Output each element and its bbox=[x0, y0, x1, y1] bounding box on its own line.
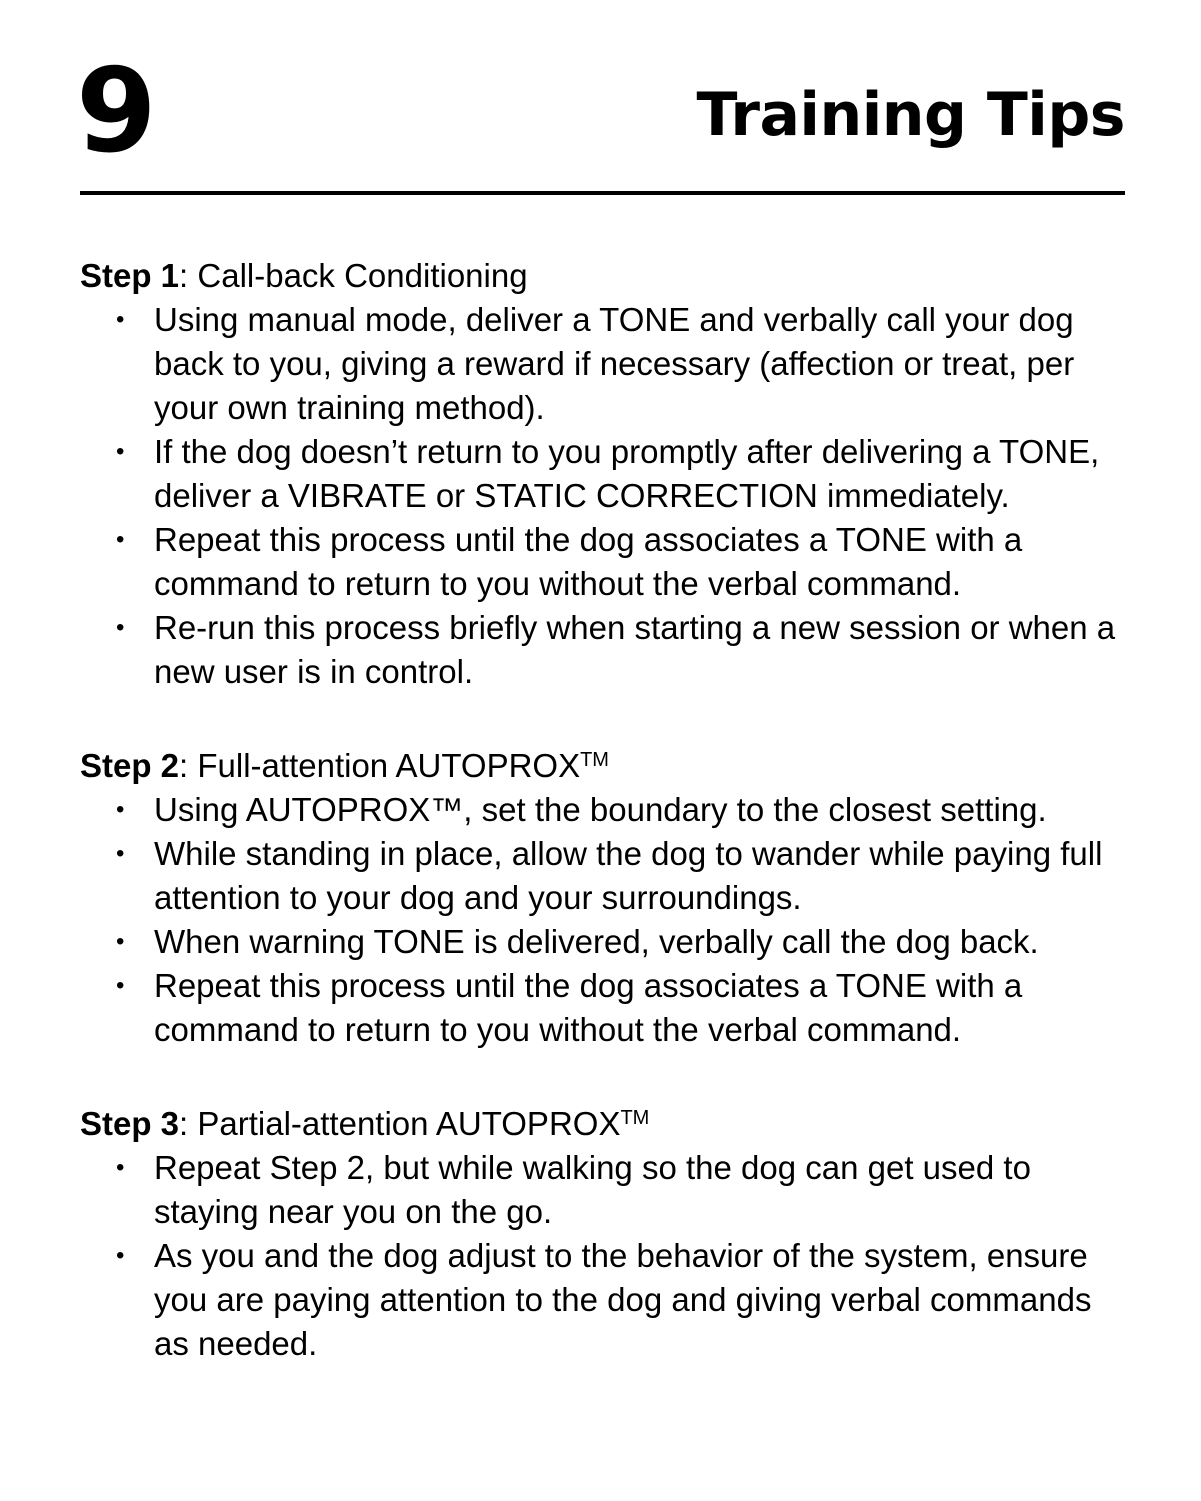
list-item-text: Repeat this process until the dog associates a TONE with a command to return to you without the verbal command. bbox=[154, 967, 1023, 1048]
list-item bbox=[80, 788, 1125, 832]
page-number: 9 bbox=[76, 44, 155, 179]
bullet-icon: • bbox=[116, 1242, 125, 1269]
list-item bbox=[80, 518, 1125, 606]
list-item bbox=[80, 430, 1125, 518]
list-item-text: When warning TONE is delivered, verbally call the dog back. bbox=[154, 923, 1039, 960]
list-item bbox=[80, 1234, 1125, 1366]
list-item-text: Re-run this process briefly when starting a new session or when a new user is in control. bbox=[154, 609, 1116, 690]
list-item-text: As you and the dog adjust to the behavior of the system, ensure you are paying attention to the dog and giving verbal commands as needed. bbox=[154, 1237, 1092, 1362]
step-label: Step 3 bbox=[80, 1105, 180, 1142]
bullet-icon: • bbox=[116, 928, 125, 955]
step-section bbox=[80, 1096, 1125, 1366]
manual-page bbox=[76, 0, 1125, 1501]
list-item-text: If the dog doesn’t return to you promptly after delivering a TONE, deliver a VIBRATE or STATIC CORRECTION immediately. bbox=[154, 433, 1100, 514]
bullet-icon: • bbox=[116, 526, 125, 553]
list-item bbox=[80, 606, 1125, 694]
page-header bbox=[76, 44, 1125, 182]
bullet-icon: • bbox=[116, 840, 125, 867]
bullet-icon: • bbox=[116, 972, 125, 999]
list-item bbox=[80, 1146, 1125, 1234]
bullet-icon: • bbox=[116, 306, 125, 333]
list-item-text: Using AUTOPROX™, set the boundary to the closest setting. bbox=[154, 791, 1047, 828]
step-heading bbox=[80, 1096, 1125, 1146]
list-item bbox=[80, 832, 1125, 920]
list-item bbox=[80, 920, 1125, 964]
list-item-text: Repeat this process until the dog associates a TONE with a command to return to you without the verbal command. bbox=[154, 521, 1023, 602]
bullet-icon: • bbox=[116, 438, 125, 465]
list-item-text: Repeat Step 2, but while walking so the dog can get used to staying near you on the go. bbox=[154, 1149, 1031, 1230]
list-item-text: While standing in place, allow the dog to wander while paying full attention to your dog and your surroundings. bbox=[154, 835, 1103, 916]
bullet-icon: • bbox=[116, 1154, 125, 1181]
step-bullet-list bbox=[80, 788, 1125, 1052]
step-title: : Call-back Conditioning bbox=[179, 257, 528, 294]
step-label: Step 1 bbox=[80, 257, 180, 294]
step-label: Step 2 bbox=[80, 747, 180, 784]
step-bullet-list bbox=[80, 1146, 1125, 1366]
training-steps bbox=[80, 248, 1125, 1410]
bullet-icon: • bbox=[116, 796, 125, 823]
step-title: : Partial-attention AUTOPROX bbox=[179, 1105, 621, 1142]
list-item-text: Using manual mode, deliver a TONE and verbally call your dog back to you, giving a reward if necessary (affection or treat, per your own training method). bbox=[154, 301, 1075, 426]
list-item bbox=[80, 964, 1125, 1052]
step-title: : Full-attention AUTOPROX bbox=[179, 747, 581, 784]
bullet-icon: • bbox=[116, 614, 125, 641]
trademark-mark: TM bbox=[620, 1107, 650, 1129]
header-divider bbox=[80, 191, 1125, 195]
step-heading bbox=[80, 248, 1125, 298]
page-title: Training Tips bbox=[696, 80, 1125, 150]
step-heading bbox=[80, 738, 1125, 788]
list-item bbox=[80, 298, 1125, 430]
trademark-mark: TM bbox=[580, 749, 609, 771]
step-section bbox=[80, 738, 1125, 1052]
step-section bbox=[80, 248, 1125, 694]
step-bullet-list bbox=[80, 298, 1125, 694]
